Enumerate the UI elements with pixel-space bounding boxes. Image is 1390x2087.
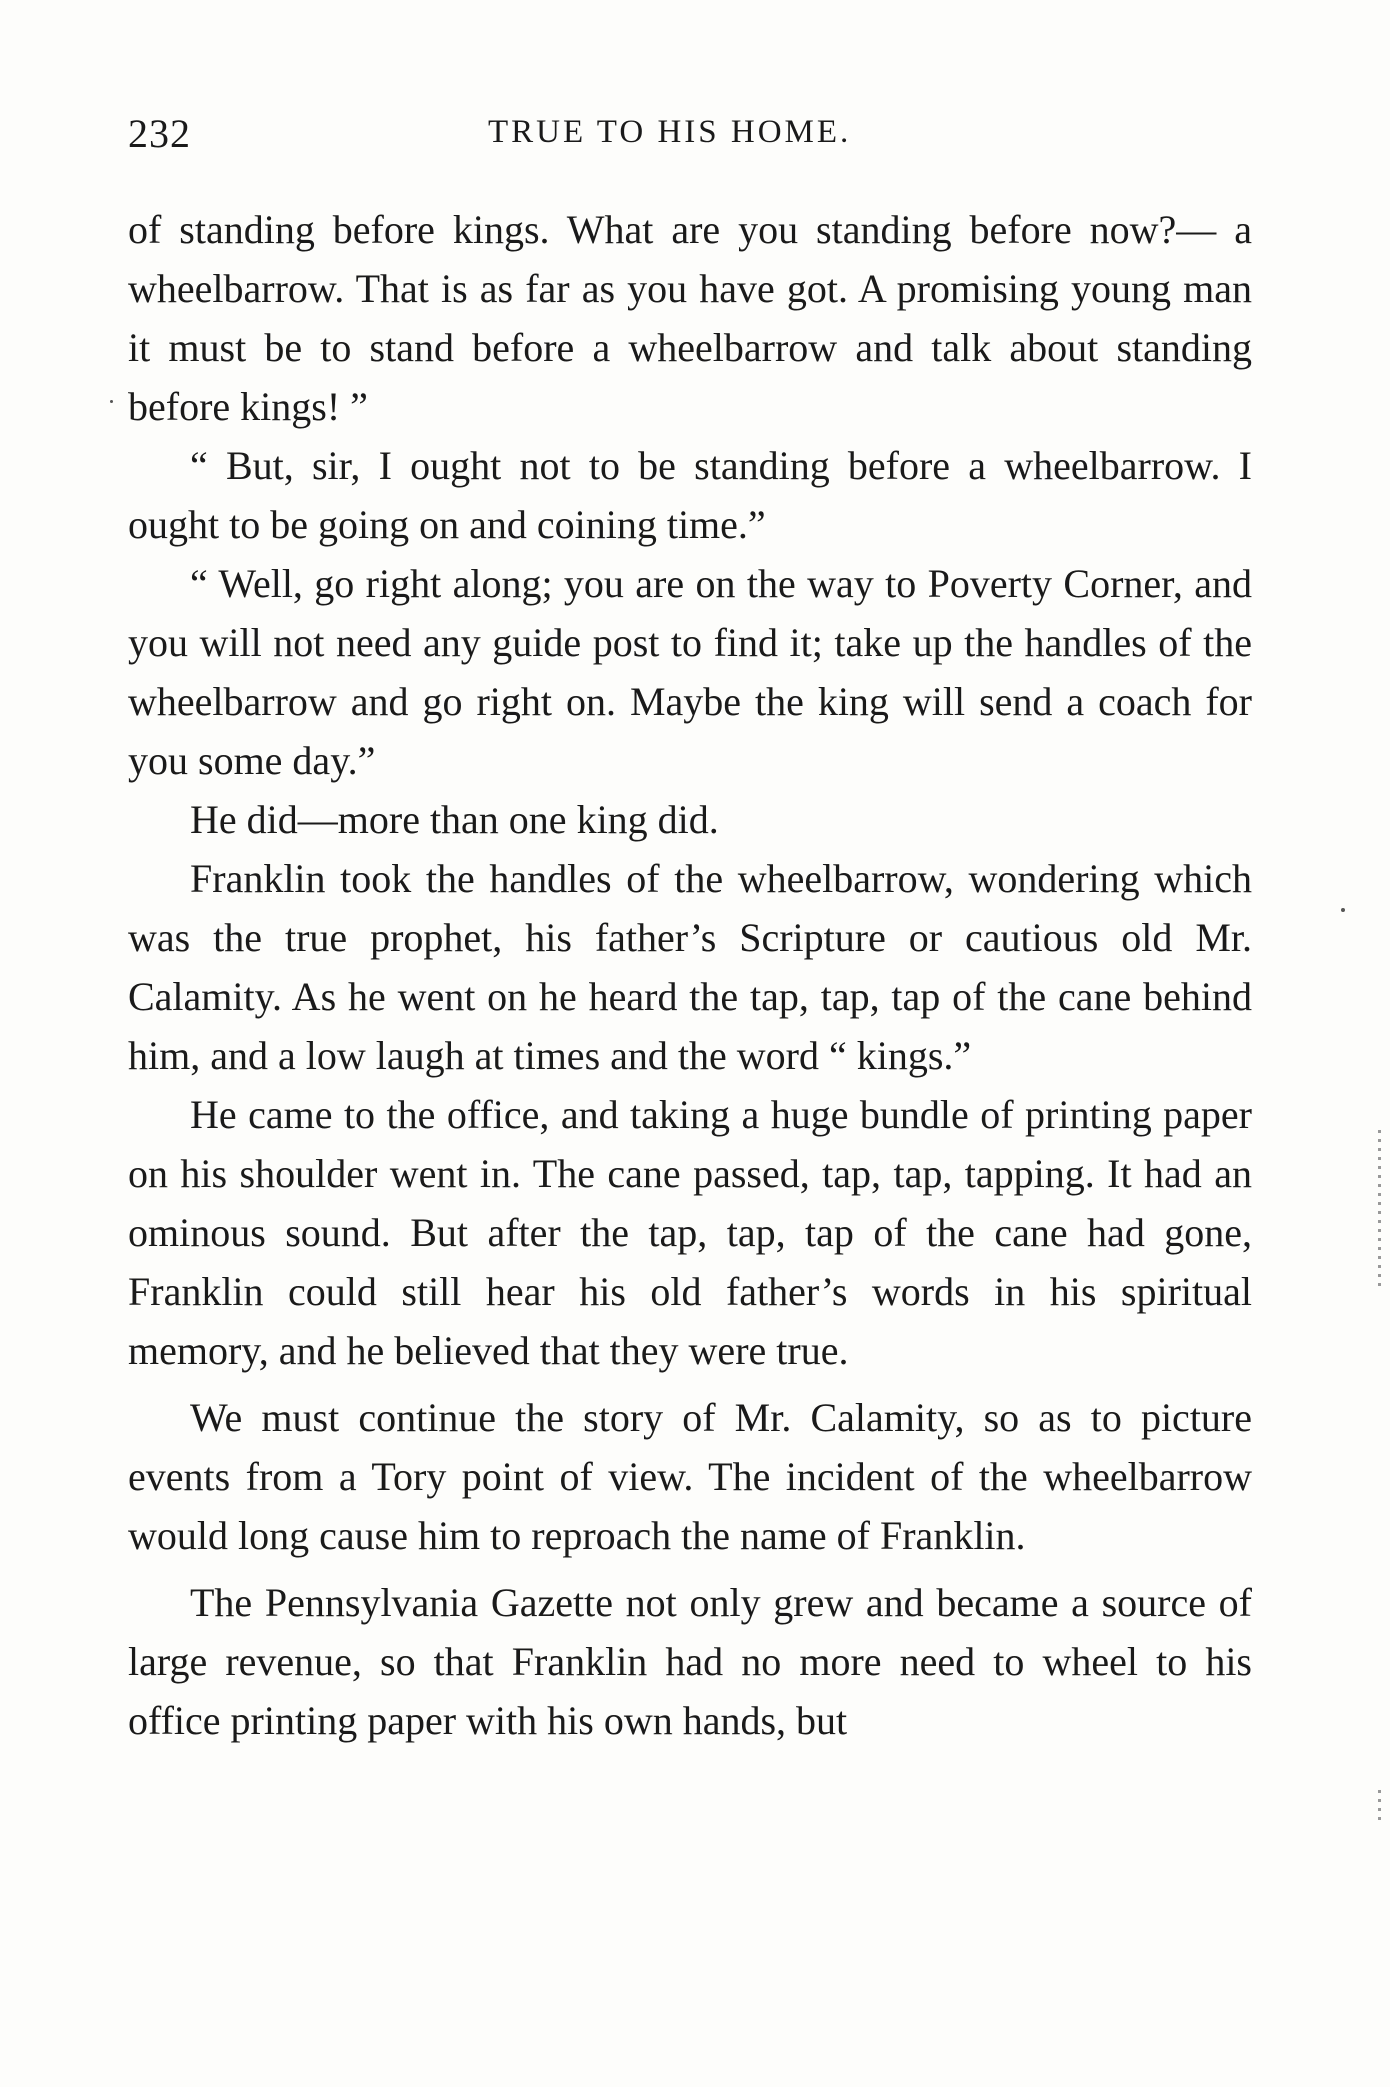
body-text (128, 200, 1252, 1750)
paragraph: He did—more than one king did. (190, 797, 719, 842)
scan-edge-mark (1378, 1130, 1381, 1290)
paragraph: “ But, sir, I ought not to be standing before a wheelbarrow. I ought to be going on and coining time.” (128, 443, 1252, 547)
paragraph: “ Well, go right along; you are on the way to Poverty Corner, and you will not need any guide post to find it; take up the handles of the wheelbarrow and go right on. Maybe the king will send a coach for you some day.” (128, 561, 1252, 783)
running-title: TRUE TO HIS HOME. (488, 114, 852, 150)
paragraph-continued: of standing before kings. What are you standing before now?— a wheelbarrow. That is as far as you have got. A promising young man it must be to stand before a wheelbarrow and talk about standing before kings! ” (128, 207, 1252, 429)
paragraph: He came to the office, and taking a huge bundle of printing paper on his shoulder went in. The cane passed, tap, tap, tapping. It had an ominous sound. But after the tap, tap, tap of the cane had gone, Franklin could still hear his old father’s words in his spiritual memory, and he believed that they were true. (128, 1092, 1252, 1373)
paragraph: Franklin took the handles of the wheelbarrow, wondering which was the true prophet, his father’s Scripture or cautious old Mr. Calamity. As he went on he heard the tap, tap, tap of the cane behind him, and a low laugh at times and the word “ kings.” (128, 856, 1252, 1078)
scan-edge-mark (1378, 1790, 1381, 1820)
scan-speck (110, 400, 113, 403)
running-head (128, 110, 1258, 170)
paragraph: The Pennsylvania Gazette not only grew and became a source of large revenue, so that Franklin had no more need to wheel to his office printing paper with his own hands, but (128, 1580, 1252, 1743)
scan-speck (1341, 908, 1345, 912)
paragraph: We must continue the story of Mr. Calamity, so as to picture events from a Tory point of view. The incident of the wheelbarrow would long cause him to reproach the name of Franklin. (128, 1395, 1252, 1558)
page-number: 232 (128, 111, 191, 156)
